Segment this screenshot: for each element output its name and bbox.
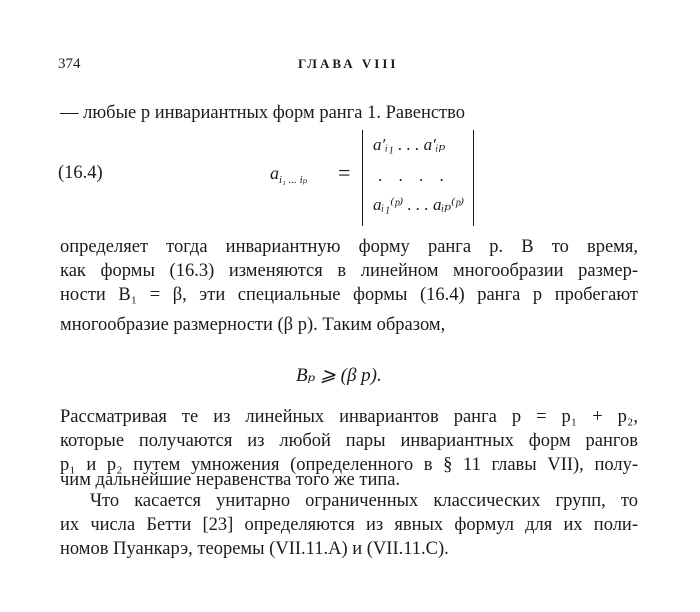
text-line-6: [60, 407, 638, 428]
paragraph-2-line-2: которые получаются из любой пары инвариантных форм рангов: [60, 431, 638, 451]
text-line-9: чим дальнейшие неравенства того же типа.: [60, 470, 401, 490]
paragraph-3-line-1: Что касается унитарно ограниченных классических групп, то: [90, 491, 638, 511]
text-line-5: многообразие размерности (β p). Таким образом,: [60, 315, 446, 335]
text-line-1: — любые p инвариантных форм ранга 1. Равенство: [60, 103, 466, 123]
text-line-2: [60, 237, 638, 258]
chapter-header: ГЛАВА VIII: [298, 56, 399, 71]
paragraph-2-line-3: p₁ и p₂ путем умножения (определенного в § 11 главы VII), полу-: [60, 455, 638, 475]
text-line-11: [60, 515, 638, 536]
text-line-4: [60, 285, 638, 306]
text-line-3: [60, 261, 638, 282]
paragraph-1-line-1: определяет тогда инвариантную форму ранга p. В то время,: [60, 237, 638, 257]
inequality: Bₚ ⩾ (β p).: [296, 365, 382, 386]
equation-equals: =: [338, 160, 351, 185]
equation-lhs-subscript: i₁ ... iₚ: [279, 174, 308, 186]
equation-number: (16.4): [58, 163, 103, 183]
paragraph-2-line-1: Рассматривая те из линейных инвариантов ранга p = p₁ + p₂,: [60, 407, 638, 427]
determinant-row-2: . . . .: [378, 166, 450, 185]
determinant-right-bar: [473, 130, 474, 226]
determinant-left-bar: [362, 130, 363, 226]
paragraph-1-line-3: ности B₁ = β, эти специальные формы (16.4) ранга p пробегают: [60, 285, 638, 305]
text-line-10: [90, 491, 638, 512]
paragraph-1-line-2: как формы (16.3) изменяются в линейном многообразии размер-: [60, 261, 638, 281]
determinant-row-1: a′ᵢ₁ . . . a′ᵢₚ: [373, 135, 446, 154]
text-line-12: номов Пуанкарэ, теоремы (VII.11.A) и (VII.11.C).: [60, 539, 449, 559]
paragraph-3-line-2: их числа Бетти [23] определяются из явных формул для их поли-: [60, 515, 638, 535]
determinant-row-3: aᵢ₁⁽ᵖ⁾ . . . aᵢₚ⁽ᵖ⁾: [373, 195, 465, 214]
page-number: 374: [58, 56, 81, 72]
equation-lhs: [270, 163, 307, 184]
equation-lhs-symbol: a: [270, 163, 279, 183]
text-line-7: [60, 431, 638, 452]
